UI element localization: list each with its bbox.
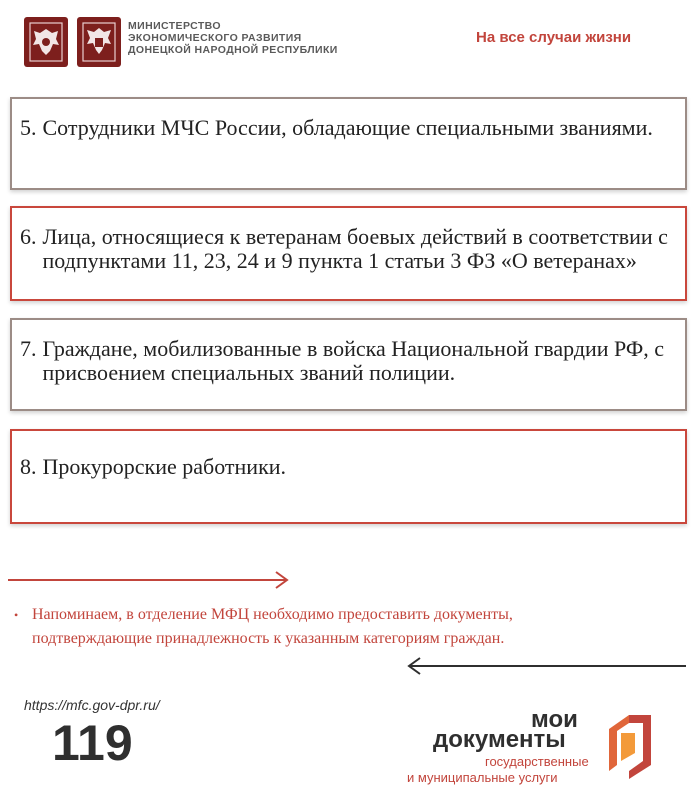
item-number: 7. [20,336,37,361]
page-number: 119 [52,715,133,771]
slogan: На все случаи жизни [476,29,632,46]
item-number: 5. [20,115,37,140]
logo-text-moi: мои [531,706,578,733]
item-text: Граждане, мобилизованные в войска Национальной гвардии РФ, с присвоением специальных званий полиции. [42,336,665,385]
ministry-line: ДОНЕЦКОЙ НАРОДНОЙ РЕСПУБЛИКИ [128,44,338,56]
item-text: Прокурорские работники. [42,454,287,479]
arrow-left-icon [406,656,686,676]
bullet-icon: • [14,608,19,622]
item-number: 8. [20,454,37,479]
ministry-name [128,20,338,56]
header [0,0,697,80]
logo-text-state: государственные [485,754,589,769]
logo-text-municipal: и муниципальные услуги [407,770,558,785]
website-link[interactable]: https://mfc.gov-dpr.ru/ [24,697,160,713]
item-number: 6. [20,224,37,249]
category-item-6 [10,206,687,301]
ministry-line: МИНИСТЕРСТВО [128,20,221,32]
item-text: Сотрудники МЧС России, обладающие специальными званиями. [42,115,653,140]
my-documents-logo-icon [599,709,659,779]
dpr-coat-of-arms-icon [77,17,121,67]
note-line: подтверждающие принадлежность к указанным категориям граждан. [32,630,505,647]
logo-text-documents: документы [433,726,566,753]
category-item-7 [10,318,687,411]
item-text: Лица, относящиеся к ветеранам боевых действий в соответствии с подпунктами 11, 23, 24 и 9 пункта 1 статьи 3 ФЗ «О ветеранах» [42,224,668,273]
arrow-right-icon [8,570,290,590]
category-item-8 [10,429,687,524]
note-line: Напоминаем, в отделение МФЦ необходимо предоставить документы, [32,606,513,623]
my-documents-logo [405,705,685,795]
reminder-note [14,603,684,651]
russia-coat-of-arms-icon [24,17,68,67]
ministry-line: ЭКОНОМИЧЕСКОГО РАЗВИТИЯ [128,32,302,44]
category-item-5 [10,97,687,190]
